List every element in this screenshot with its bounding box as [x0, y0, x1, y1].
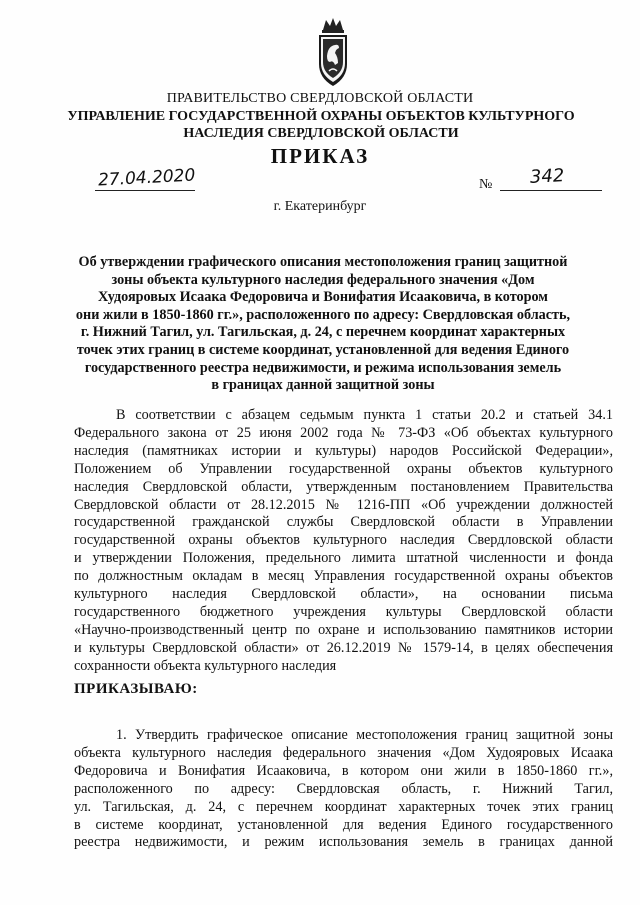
order-title: [74, 254, 572, 395]
paragraph-line: сохранности объекта культурного наследия: [74, 657, 337, 674]
department-name: УПРАВЛЕНИЕ ГОСУДАРСТВЕННОЙ ОХРАНЫ ОБЪЕКТОВ КУЛЬТУРНОГО НАСЛЕДИЯ СВЕРДЛОВСКОЙ ОБЛАСТИ: [67, 109, 575, 141]
preamble-paragraph: [74, 407, 613, 676]
title-line: Худояровых Исаака Федоровича и Вонифатия Исааковича, в котором: [98, 289, 548, 306]
document-type: ПРИКАЗ: [270, 144, 370, 168]
order-heading: ПРИКАЗЫВАЮ:: [74, 681, 198, 697]
paragraph-line: Положением об Управлении государственной охраны объектов культурного: [74, 460, 613, 477]
paragraph-line: 1. Утвердить графическое описание местоположения границ защитной зоны: [116, 727, 613, 743]
paragraph-line: наследия Свердловской области, утвержденным постановлением Правительства: [74, 478, 613, 495]
paragraph-line: государственной охраны объектов культурного наследия Свердловской области: [74, 532, 613, 549]
paragraph-line: и культуры Свердловской области» от 26.12.2019 № 1579-14, в целях обеспечения: [74, 639, 613, 656]
title-line: они жили в 1850-1860 гг.», расположенного по адресу: Свердловская область,: [75, 306, 571, 323]
paragraph-line: расположенного по адресу: Свердловская область, г. Нижний Тагил,: [74, 780, 613, 797]
title-line: государственного реестра недвижимости, и режима использования земель: [84, 359, 562, 376]
title-line: Об утверждении графического описания местоположения границ защитной: [78, 254, 568, 270]
number-underline: [500, 190, 602, 191]
paragraph-line: реестра недвижимости, и режим использования земель в границах данной: [74, 834, 613, 851]
paragraph-line: культурного наследия Свердловской области», на основании письма: [74, 586, 613, 603]
paragraph-line: ул. Тагильская, д. 24, с перечнем координат характерных точек этих границ: [74, 798, 613, 815]
date-underline: [95, 190, 195, 191]
paragraph-line: наследия (памятниках истории и культуры) народов Российской Федерации»,: [74, 442, 613, 459]
order-number: 342: [529, 165, 565, 188]
title-line: г. Нижний Тагил, ул. Тагильская, д. 24, с перечнем координат характерных: [80, 324, 566, 341]
paragraph-line: в системе координат, установленной для ведения Единого государственного: [74, 816, 613, 833]
title-line: в границах данной защитной зоны: [211, 377, 435, 394]
paragraph-line: государственной гражданской службы Свердловской области в Управлении: [74, 514, 613, 531]
title-line: зоны объекта культурного наследия федерального значения «Дом: [111, 271, 535, 288]
paragraph-line: Федоровича и Вонифатия Исааковича, в котором они жили в 1850-1860 гг.»,: [74, 762, 613, 779]
order-item-1: [74, 727, 613, 852]
paragraph-line: государственного бюджетного учреждения культуры Свердловской области: [74, 603, 613, 620]
title-line: точек этих границ в системе координат, установленной для ведения Единого: [76, 341, 570, 358]
paragraph-line: и утверждении Положения, предельного лимита штатной численности и фонда: [74, 550, 613, 567]
paragraph-line: Свердловской области от 28.12.2015 № 1216-ПП «Об учреждении должностей: [74, 496, 613, 513]
paragraph-line: В соответствии с абзацем седьмым пункта 1 статьи 20.2 и статьей 34.1: [116, 407, 613, 423]
order-date: 27.04.2020: [97, 165, 196, 191]
paragraph-line: Федерального закона от 25 июня 2002 года № 73-ФЗ «Об объектах культурного: [74, 424, 613, 441]
number-label: №: [479, 177, 493, 192]
paragraph-line: объекта культурного наследия федерального значения «Дом Худояровых Исаака: [74, 744, 613, 761]
government-name: ПРАВИТЕЛЬСТВО СВЕРДЛОВСКОЙ ОБЛАСТИ: [166, 91, 474, 106]
coat-of-arms-icon: [311, 16, 355, 88]
paragraph-line: по должностным окладам в месяц Управления государственной охраны объектов: [74, 568, 613, 585]
paragraph-line: «Научно-производственный центр по охране и использованию памятников истории: [74, 621, 613, 638]
city: г. Екатеринбург: [273, 199, 367, 214]
